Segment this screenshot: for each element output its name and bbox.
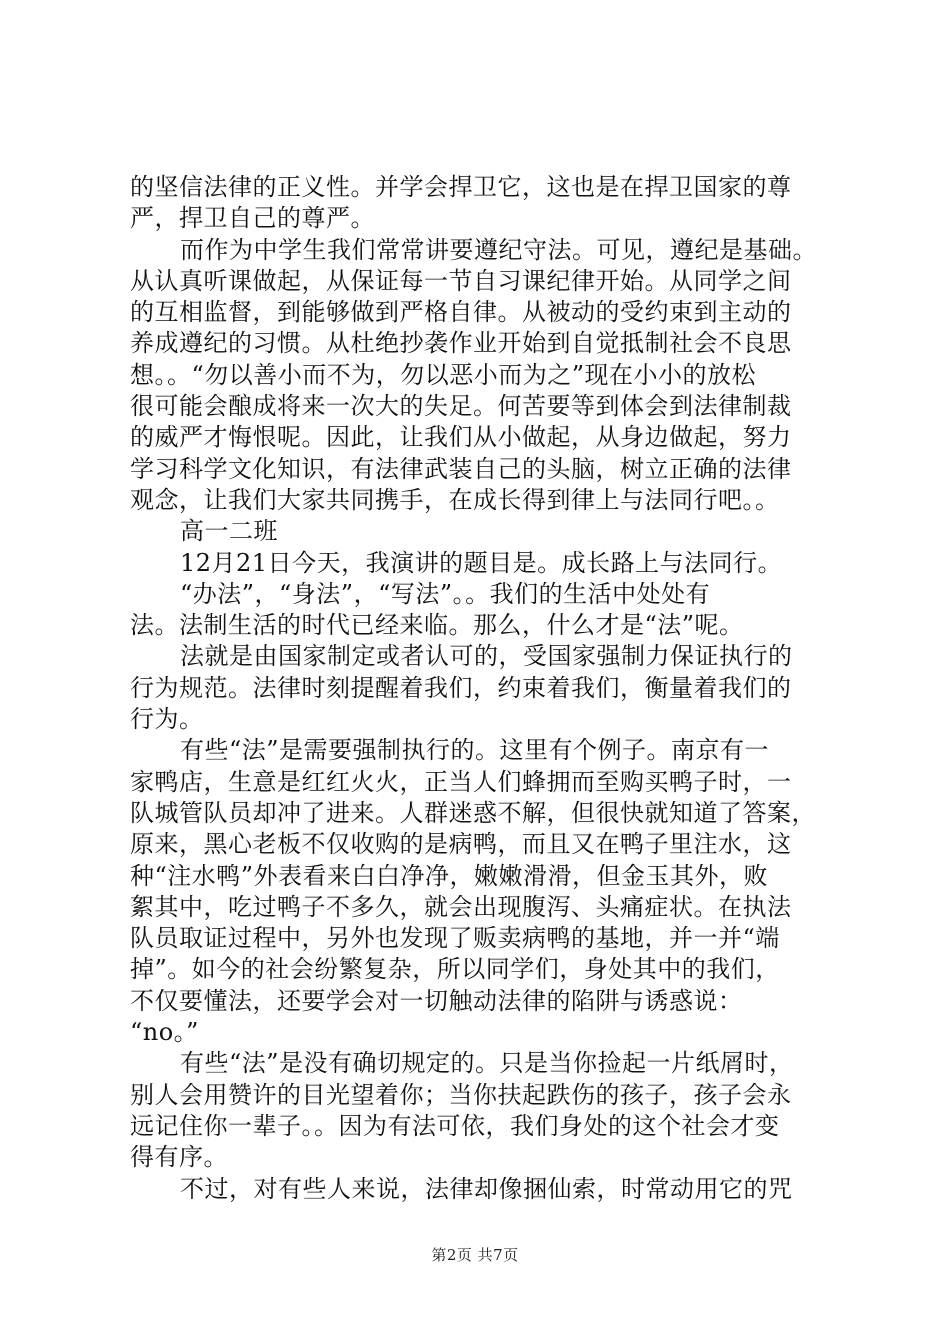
- text-line: 不过，对有些人来说，法律却像捆仙索，时常动用它的咒: [180, 1174, 793, 1203]
- text-line: 学习科学文化知识，有法律武装自己的头脑，树立正确的法律: [130, 454, 792, 483]
- text-line: 行为。: [130, 705, 204, 734]
- text-line: 养成遵纪的习惯。从杜绝抄袭作业开始到自觉抵制社会不良思: [130, 329, 792, 358]
- document-body: [130, 172, 830, 1205]
- text-line: “办法”，“身法”，“写法”。。我们的生活中处处有: [180, 579, 711, 608]
- text-line: 12月21日今天，我演讲的题目是。成长路上与法同行。: [180, 548, 783, 577]
- text-line: 法就是由国家制定或者认可的，受国家强制力保证执行的: [180, 642, 793, 671]
- text-line: 的互相监督，到能够做到严格自律。从被动的受约束到主动的: [130, 298, 792, 327]
- text-line: 有些“法”是没有确切规定的。只是当你捡起一片纸屑时，: [180, 1049, 794, 1078]
- text-line: 不仅要懂法，还要学会对一切触动法律的陷阱与诱惑说：: [130, 986, 743, 1015]
- text-line: 絮其中，吃过鸭子不多久，就会出现腹泻、头痛症状。在执法: [130, 892, 792, 921]
- text-line: “no。”: [130, 1018, 199, 1047]
- text-line: 种“注水鸭”外表看来白白净净，嫩嫩滑滑，但金玉其外，败: [130, 861, 769, 890]
- page-number-footer: 第2页 共7页: [431, 1246, 519, 1264]
- text-line: 队城管队员却冲了进来。人群迷惑不解，但很快就知道了答案，: [130, 798, 816, 827]
- text-line: 远记住你一辈子。。因为有法可依，我们身处的这个社会才变: [130, 1111, 780, 1140]
- text-line: 严，捍卫自己的尊严。: [130, 204, 375, 233]
- text-line: 观念，让我们大家共同携手，在成长得到律上与法同行吧。。: [130, 485, 780, 514]
- text-line: 的坚信法律的正义性。并学会捍卫它，这也是在捍卫国家的尊: [130, 173, 792, 201]
- text-line: 很可能会酿成将来一次大的失足。何苦要等到体会到法律制裁: [130, 392, 792, 421]
- text-line: 队员取证过程中，另外也发现了贩卖病鸭的基地，并一并“端: [130, 924, 780, 953]
- text-line: 的威严才悔恨呢。因此，让我们从小做起，从身边做起，努力: [130, 423, 792, 452]
- text-line: 家鸭店，生意是红红火火，正当人们蜂拥而至购买鸭子时，一: [130, 767, 792, 796]
- text-line: 别人会用赞许的目光望着你；当你扶起跌伤的孩子，孩子会永: [130, 1080, 792, 1109]
- text-line: 有些“法”是需要强制执行的。这里有个例子。南京有一: [180, 736, 770, 765]
- text-line: 法。法制生活的时代已经来临。那么，什么才是“法”呢。: [130, 611, 744, 640]
- class-name-line: 高一二班: [180, 517, 278, 546]
- text-line: 得有序。: [130, 1143, 228, 1172]
- text-line: 而作为中学生我们常常讲要遵纪守法。可见，遵纪是基础。: [180, 235, 817, 264]
- text-line: 行为规范。法律时刻提醒着我们，约束着我们，衡量着我们的: [130, 673, 792, 702]
- text-line: 想。。“勿以善小而不为，勿以恶小而为之”现在小小的放松: [130, 360, 757, 389]
- text-line: 掉”。如今的社会纷繁复杂，所以同学们，身处其中的我们，: [130, 955, 780, 984]
- text-line: 从认真听课做起，从保证每一节自习课纪律开始。从同学之间: [130, 266, 792, 295]
- text-line: 原来，黑心老板不仅收购的是病鸭，而且又在鸭子里注水，这: [130, 830, 792, 859]
